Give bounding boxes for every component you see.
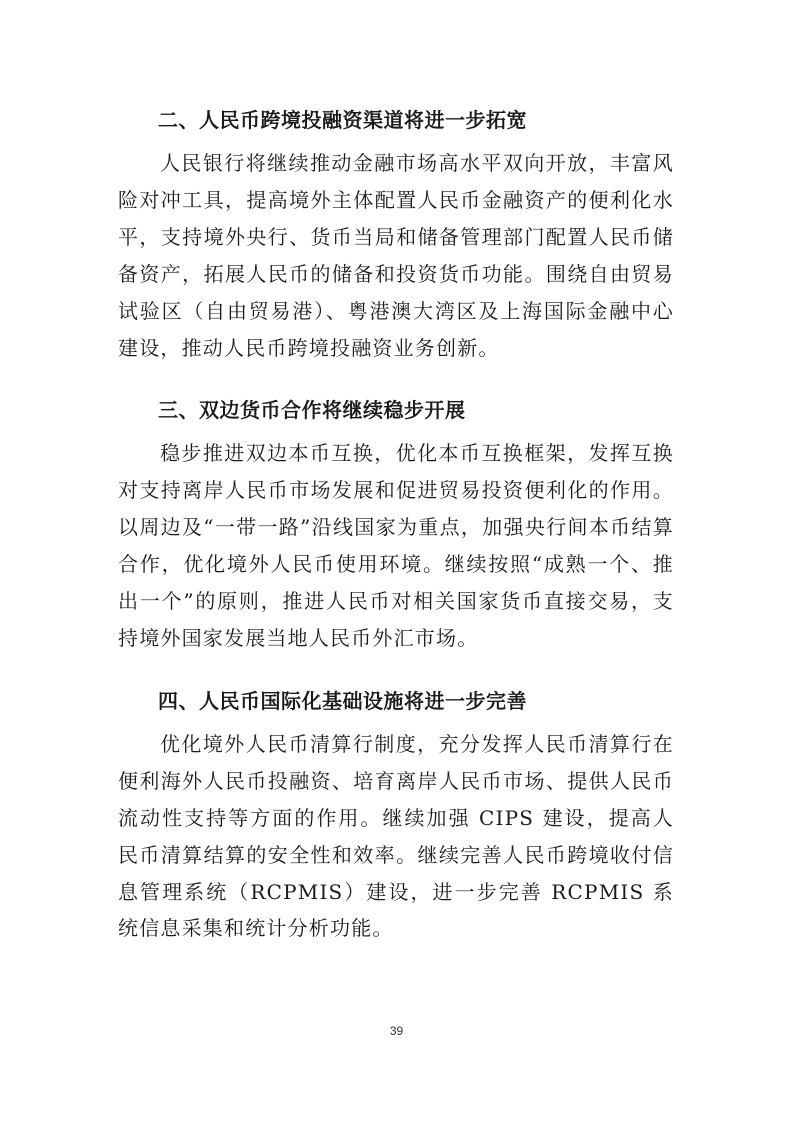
- section-heading: 二、人民币跨境投融资渠道将进一步拓宽: [158, 108, 527, 132]
- section-paragraph: 人民银行将继续推动金融市场高水平双向开放，丰富风险对冲工具，提高境外主体配置人民币金融资产的便利化水平，支持境外央行、货币当局和储备管理部门配置人民币储备资产，拓展人民币的储备和投资货币功能。围绕自由贸易试验区（自由贸易港）、粤港澳大湾区及上海国际金融中心建设，推动人民币跨境投融资业务创新。: [118, 151, 674, 360]
- section-paragraph: 优化境外人民币清算行制度，充分发挥人民币清算行在便利海外人民币投融资、培育离岸人民币市场、提供人民币流动性支持等方面的作用。继续加强 CIPS 建设，提高人民币清算结算的安全性和效率。继续完善人民币跨境收付信息管理系统（RCPMIS）建设，进一步完善 RCPMIS 系统信息采集和统计分析功能。: [118, 731, 674, 941]
- section-cross-border-investment: [118, 98, 674, 366]
- document-page: [118, 98, 674, 969]
- section-bilateral-currency-cooperation: [118, 388, 674, 656]
- page-number: 39: [389, 1024, 404, 1038]
- section-heading: 三、双边货币合作将继续稳步开展: [158, 398, 466, 423]
- section-paragraph: 稳步推进双边本币互换，优化本币互换框架，发挥互换对支持离岸人民币市场发展和促进贸易投资便利化的作用。以周边及“一带一路”沿线国家为重点，加强央行间本币结算合作，优化境外人民币使用环境。继续按照“成熟一个、推出一个”的原则，推进人民币对相关国家货币直接交易，支持境外国家发展当地人民币外汇市场。: [118, 441, 674, 650]
- section-infrastructure: [118, 679, 674, 947]
- section-heading: 四、人民币国际化基础设施将进一步完善: [158, 688, 527, 713]
